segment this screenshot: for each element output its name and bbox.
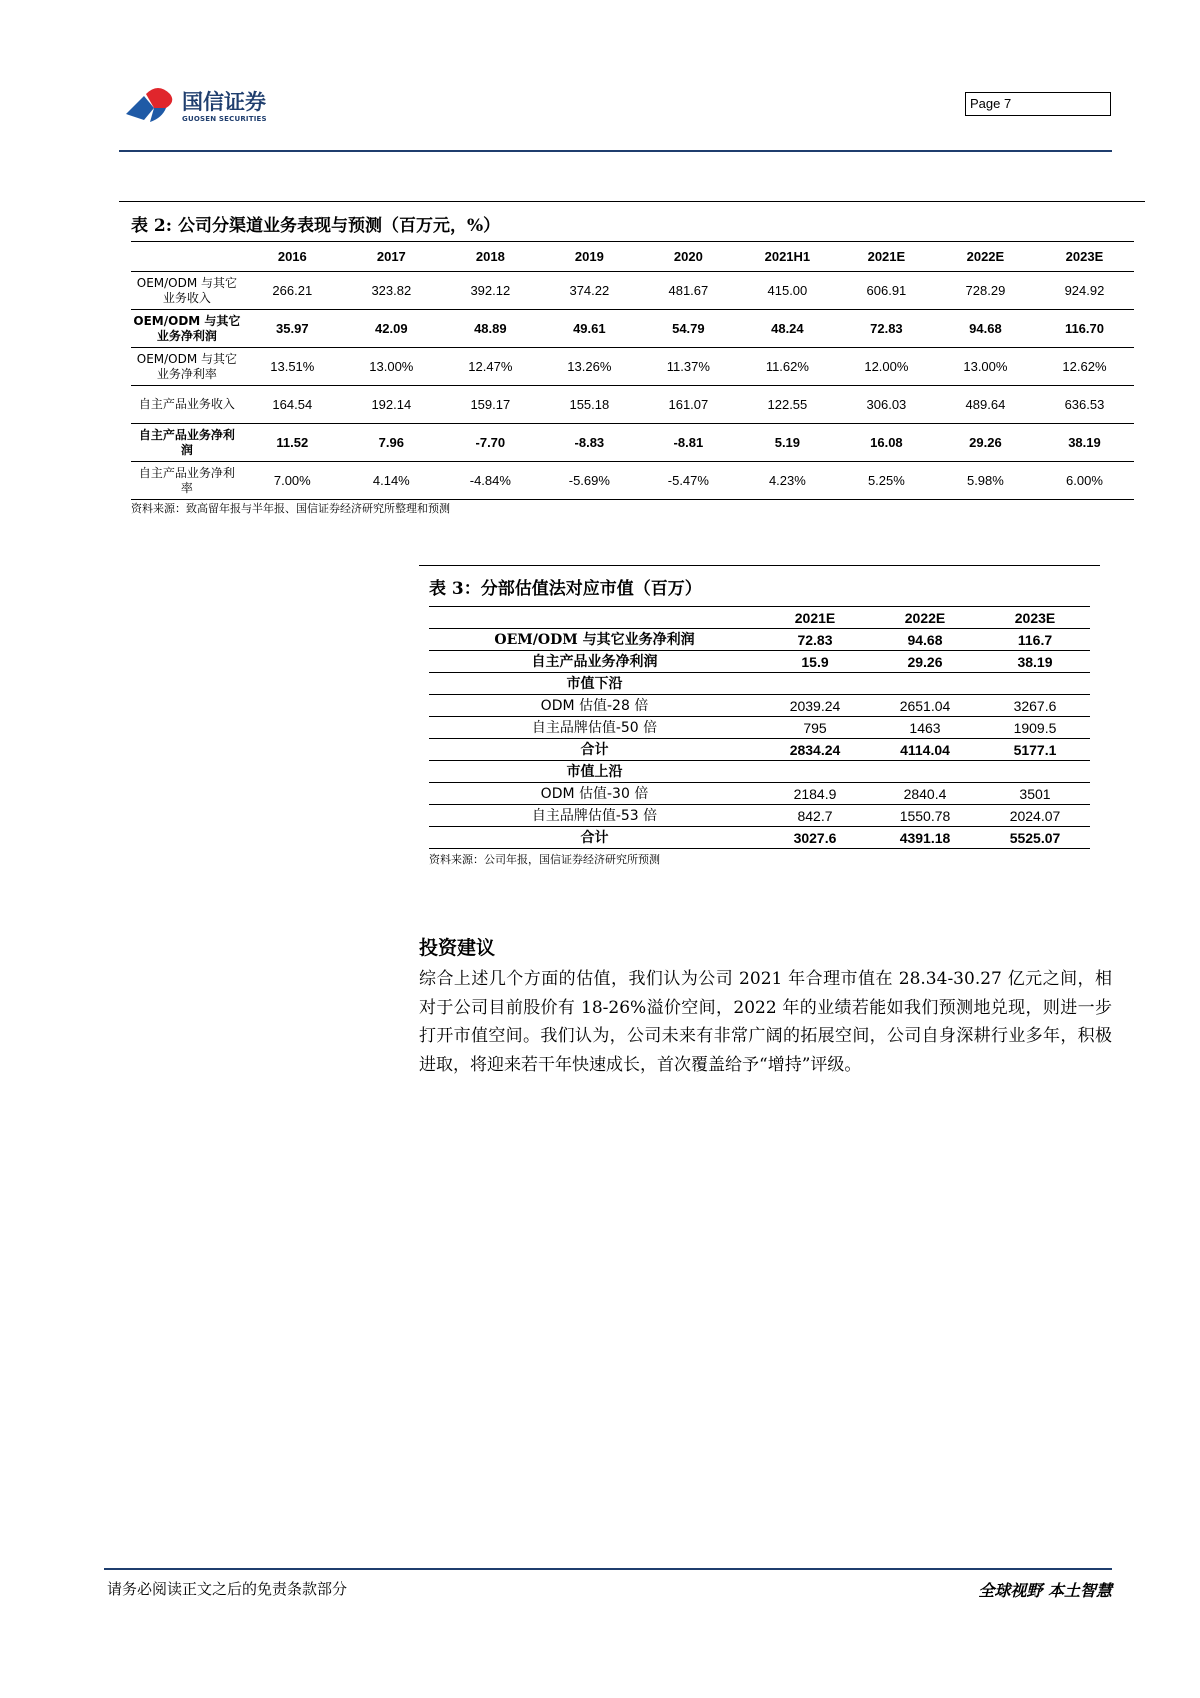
header-rule [119, 150, 1112, 152]
table2-cell: 4.23% [768, 473, 806, 488]
table2 [131, 241, 1134, 500]
table2-row-label: OEM/ODM 与其它业务收入 [136, 275, 238, 305]
table3-cell: 2039.24 [789, 697, 841, 714]
table2-header-cell [131, 242, 243, 272]
table3-cell: 2651.04 [899, 697, 951, 714]
table3-cell: 1463 [909, 719, 941, 736]
table3-row-label: OEM/ODM 与其它业务净利润 [494, 631, 695, 648]
table2-row-label: 自主产品业务收入 [138, 397, 235, 411]
table3 [429, 606, 1090, 849]
table3-cell: 4391.18 [899, 829, 951, 846]
table3-cell: 5525.07 [1009, 829, 1061, 846]
table2-cell: 38.19 [1068, 435, 1101, 450]
table2-header-cell: 2019 [540, 242, 639, 272]
table2-cell: 161.07 [668, 397, 709, 412]
table2-cell: 192.14 [371, 397, 412, 412]
table2-cell: 323.82 [371, 283, 412, 298]
table3-header-cell: 2023E [1014, 609, 1056, 626]
table3-cell: 5177.1 [1013, 741, 1057, 758]
table3-row-label: 合计 [580, 829, 609, 846]
table2-row-label: 自主产品业务净利率 [138, 465, 235, 495]
table3-cell: 2834.24 [789, 741, 841, 758]
table3-cell: 15.9 [801, 653, 829, 670]
table2-cell: 306.03 [866, 397, 907, 412]
logo-name-cn: 国信证券 [182, 90, 266, 114]
table2-header-cell: 2018 [441, 242, 540, 272]
table2-cell: -5.69% [568, 473, 610, 488]
table3-cell: 29.26 [907, 653, 943, 670]
table2-cell: 13.00% [963, 359, 1008, 374]
table2-cell: 266.21 [272, 283, 313, 298]
table3-cell [760, 761, 870, 783]
table2-cell: 48.24 [771, 321, 804, 336]
table2-cell: 4.14% [372, 473, 410, 488]
table2-cell: 54.79 [672, 321, 705, 336]
table2-header-cell: 2017 [342, 242, 441, 272]
table2-source: 资料来源：致高留年报与半年报、国信证券经济研究所整理和预测 [131, 502, 450, 515]
table2-cell: 606.91 [866, 283, 907, 298]
table2-cell: 12.00% [864, 359, 909, 374]
table3-cell [870, 761, 980, 783]
table2-cell: 5.25% [867, 473, 905, 488]
table2-header-row [131, 242, 1134, 272]
table3-row [429, 783, 1090, 805]
table3-row [429, 761, 1090, 783]
table2-header-cell: 2021E [837, 242, 936, 272]
table2-cell: 13.00% [369, 359, 414, 374]
table2-cell: 489.64 [965, 397, 1006, 412]
table3-header-cell: 2022E [904, 609, 946, 626]
table2-cell: 12.62% [1062, 359, 1107, 374]
table3-header-cell: 2021E [794, 609, 836, 626]
table3-row-label: 市值上沿 [566, 763, 623, 780]
table2-cell: 94.68 [969, 321, 1002, 336]
table2-cell: 42.09 [375, 321, 408, 336]
table2-cell: 164.54 [272, 397, 313, 412]
table2-cell: 11.62% [765, 359, 809, 374]
table2-header-cell: 2022E [936, 242, 1035, 272]
table2-cell: 5.19 [774, 435, 801, 450]
table2-cell: -8.81 [673, 435, 704, 450]
table2-header-cell: 2016 [243, 242, 342, 272]
table2-header-cell: 2020 [639, 242, 738, 272]
table3-cell: 4114.04 [900, 741, 950, 758]
table3-cell [870, 673, 980, 695]
table2-cell: 159.17 [470, 397, 511, 412]
logo-name-en: GUOSEN SECURITIES [182, 115, 267, 123]
table2-cell: 35.97 [276, 321, 309, 336]
table3-cell: 795 [803, 719, 827, 736]
table3-cell: 1550.78 [899, 807, 951, 824]
table2-cell: 29.26 [969, 435, 1002, 450]
table3-row-label: ODM 估值-30 倍 [540, 785, 649, 802]
table2-cell: 116.70 [1064, 321, 1104, 336]
table3-row [429, 651, 1090, 673]
footer-disclaimer: 请务必阅读正文之后的免责条款部分 [107, 1580, 348, 1598]
table3-row [429, 673, 1090, 695]
table2-cell: 11.52 [276, 435, 309, 450]
table3-cell: 2024.07 [1009, 807, 1061, 824]
table2-cell: 7.96 [378, 435, 404, 450]
page-number: Page 7 [970, 96, 1012, 111]
table3-row [429, 827, 1090, 849]
table2-row [131, 424, 1134, 462]
table2-cell: -8.83 [574, 435, 605, 450]
table3-cell [980, 673, 1090, 695]
table2-cell: 16.08 [870, 435, 903, 450]
table2-cell: -5.47% [667, 473, 709, 488]
table2-cell: -4.84% [469, 473, 511, 488]
table3-cell: 38.19 [1017, 653, 1053, 670]
table3-row [429, 739, 1090, 761]
table3-cell: 3027.6 [793, 829, 837, 846]
table3-cell: 842.7 [797, 807, 833, 824]
table3-header-row [429, 607, 1090, 629]
table2-cell: 49.61 [573, 321, 606, 336]
footer-slogan: 全球视野 本土智慧 [978, 1581, 1112, 1600]
table2-cell: 728.29 [965, 283, 1006, 298]
table2-cell: 12.47% [468, 359, 513, 374]
table3-cell: 3501 [1019, 785, 1051, 802]
table3-row-label: 自主品牌估值-53 倍 [531, 807, 658, 824]
table2-header-cell: 2023E [1035, 242, 1134, 272]
table3-cell [980, 761, 1090, 783]
table3-row-label: 合计 [580, 741, 609, 758]
table3-cell: 2840.4 [903, 785, 947, 802]
table2-cell: 924.92 [1064, 283, 1105, 298]
table3-cell: 72.83 [797, 631, 833, 648]
table3-row-label: ODM 估值-28 倍 [540, 697, 649, 714]
page-number-box [965, 92, 1111, 116]
table3-cell: 3267.6 [1013, 697, 1057, 714]
table3-row-label: 自主产品业务净利润 [531, 653, 658, 670]
table2-cell: 415.00 [767, 283, 808, 298]
table2-cell: 13.26% [567, 359, 612, 374]
table2-top-rule [119, 201, 1145, 202]
table2-row-label: 自主产品业务净利润 [138, 427, 235, 457]
table3-header-cell [429, 607, 760, 629]
footer-rule [104, 1568, 1112, 1570]
table2-cell: 13.51% [270, 359, 315, 374]
table2-cell: 155.18 [569, 397, 610, 412]
table3-cell: 1909.5 [1013, 719, 1057, 736]
advice-paragraph: 综合上述几个方面的估值，我们认为公司 2021 年合理市值在 28.34-30.27 亿元之间，相对于公司目前股价有 18-26%溢价空间，2022 年的业绩若能如我们预测地兑现，则进一步打开市值空间。我们认为，公司未来有非常广阔的拓展空间，公司自身深耕行业多年，积极进取，将迎来若干年快速成长，首次覆盖给予“增持”评级。 [419, 969, 1112, 1075]
table3-title: 表 3：分部估值法对应市值（百万） [429, 579, 702, 599]
guosen-logo [124, 84, 299, 130]
table2-cell: 374.22 [569, 283, 610, 298]
table3-cell: 94.68 [907, 631, 943, 648]
table2-row [131, 310, 1134, 348]
table3-cell: 2184.9 [793, 785, 837, 802]
table2-header-cell: 2021H1 [738, 242, 837, 272]
table3-row [429, 695, 1090, 717]
table2-cell: 48.89 [474, 321, 507, 336]
table2-row [131, 462, 1134, 500]
table3-cell: 116.7 [1017, 631, 1053, 648]
table2-row [131, 272, 1134, 310]
table2-cell: 72.83 [870, 321, 903, 336]
table3-source: 资料来源：公司年报，国信证券经济研究所预测 [429, 853, 660, 866]
table2-row-label: OEM/ODM 与其它业务净利润 [133, 313, 241, 343]
table2-cell: 122.55 [767, 397, 808, 412]
table3-row-label: 市值下沿 [566, 675, 623, 692]
table2-cell: 481.67 [668, 283, 709, 298]
table3-cell [760, 673, 870, 695]
table3-row [429, 805, 1090, 827]
table2-row [131, 386, 1134, 424]
table2-cell: 7.00% [273, 473, 311, 488]
table2-title: 表 2: 公司分渠道业务表现与预测（百万元，%） [131, 216, 501, 236]
table2-cell: 11.37% [666, 359, 710, 374]
table3-row [429, 629, 1090, 651]
table2-row-label: OEM/ODM 与其它业务净利率 [136, 351, 238, 381]
table2-cell: -7.70 [475, 435, 506, 450]
table3-row-label: 自主品牌估值-50 倍 [531, 719, 658, 736]
table2-cell: 5.98% [966, 473, 1004, 488]
table3-top-rule [419, 565, 1100, 566]
table2-cell: 392.12 [470, 283, 511, 298]
table2-cell: 636.53 [1064, 397, 1105, 412]
section-heading: 投资建议 [419, 937, 496, 959]
table3-row [429, 717, 1090, 739]
table2-cell: 6.00% [1066, 473, 1103, 488]
table2-row [131, 348, 1134, 386]
